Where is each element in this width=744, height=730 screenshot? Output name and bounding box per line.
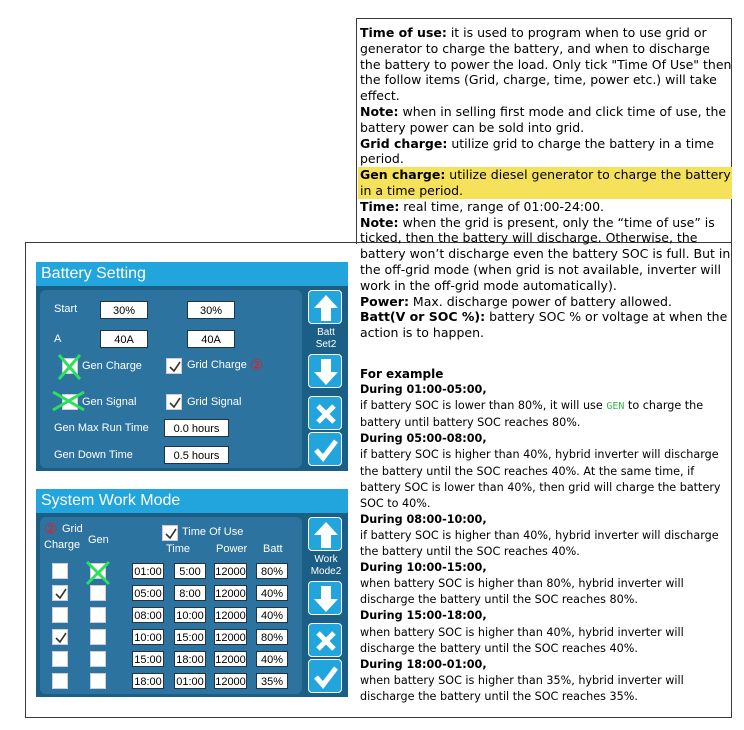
gen-charge-label: Gen Charge bbox=[82, 360, 142, 372]
power-cell[interactable]: 12000 bbox=[214, 563, 247, 579]
gen-down-label: Gen Down Time bbox=[54, 449, 133, 461]
example-5-head: During 15:00-18:00, bbox=[360, 609, 487, 623]
batt-cell[interactable]: 80% bbox=[256, 563, 288, 579]
grid-charge-row-checkbox[interactable] bbox=[52, 651, 68, 667]
example-5-body: when battery SOC is higher than 40%, hybrid inverter will discharge the battery until the SOC reaches 40%. bbox=[360, 625, 684, 655]
gen-max-run-label: Gen Max Run Time bbox=[54, 422, 149, 434]
system-work-mode-panel bbox=[36, 489, 348, 697]
gen-row-checkbox[interactable] bbox=[90, 585, 106, 601]
note2-paragraph: Note: when the grid is present, only the “time of use” is ticked, then the battery will discharge. Otherwise, the battery won’t discharge even the battery SOC is full. But in the off-grid mode (when grid is not available, inverter will work in the off-grid mode automatically). bbox=[360, 214, 731, 293]
start-time-cell[interactable]: 01:00 bbox=[132, 563, 164, 579]
start-grid-field[interactable]: 30% bbox=[187, 301, 235, 319]
page-down-button[interactable] bbox=[308, 354, 342, 388]
gen-signal-label: Gen Signal bbox=[82, 396, 137, 408]
example-6-head: During 18:00-01:00, bbox=[360, 657, 487, 671]
gen-header: Gen bbox=[88, 534, 109, 546]
start-time-cell[interactable]: 08:00 bbox=[132, 607, 164, 623]
start-gen-field[interactable]: 30% bbox=[100, 301, 148, 319]
example-text bbox=[360, 366, 732, 705]
arrow-up-icon bbox=[309, 291, 343, 325]
power-cell[interactable]: 12000 bbox=[214, 585, 247, 601]
work-mode-side-controls bbox=[308, 517, 344, 695]
gen-row-checkbox[interactable] bbox=[90, 607, 106, 623]
batt-cell[interactable]: 80% bbox=[256, 629, 288, 645]
green-cross-icon bbox=[84, 559, 112, 587]
gen-row-checkbox[interactable] bbox=[90, 651, 106, 667]
check-icon bbox=[53, 586, 69, 602]
marker-2: ② bbox=[44, 521, 58, 538]
end-time-cell[interactable]: 01:00 bbox=[174, 673, 206, 689]
power-header: Power bbox=[216, 543, 248, 555]
charge-header: Charge bbox=[44, 539, 81, 551]
panel-title: System Work Mode bbox=[36, 489, 348, 513]
check-icon bbox=[167, 359, 183, 375]
gen-charge-paragraph: Gen charge: utilize diesel generator to charge the battery in a time period. bbox=[360, 167, 731, 198]
check-icon bbox=[53, 630, 69, 646]
time-of-use-paragraph: Time of use: it is used to program when to use grid or generator to charge the battery, and when to discharge the battery to power the load. Only tick "Time Of Use" then the follow items (Grid, charge, time, power etc.) will take effect. bbox=[360, 25, 732, 104]
end-time-cell[interactable]: 5:00 bbox=[174, 563, 206, 579]
example-2-head: During 05:00-08:00, bbox=[360, 432, 487, 446]
grid-header: Grid bbox=[62, 523, 83, 535]
power-paragraph: Power: Max. discharge power of battery allowed. bbox=[360, 293, 672, 309]
grid-charge-row-checkbox[interactable] bbox=[52, 673, 68, 689]
page-up-button[interactable] bbox=[308, 290, 342, 324]
start-time-cell[interactable]: 10:00 bbox=[132, 629, 164, 645]
arrow-down-icon bbox=[309, 355, 343, 389]
checkmark-icon bbox=[309, 433, 343, 467]
gen-down-field[interactable]: 0.5 hours bbox=[164, 446, 229, 464]
arrow-up-icon bbox=[309, 518, 343, 552]
page-down-button[interactable] bbox=[308, 581, 342, 615]
end-time-cell[interactable]: 8:00 bbox=[174, 585, 206, 601]
grid-signal-checkbox[interactable] bbox=[166, 394, 182, 410]
batt-cell[interactable]: 40% bbox=[256, 585, 288, 601]
start-time-cell[interactable]: 18:00 bbox=[132, 673, 164, 689]
grid-signal-label: Grid Signal bbox=[187, 396, 242, 408]
description-text bbox=[360, 25, 732, 341]
time-of-use-checkbox[interactable] bbox=[162, 525, 178, 541]
grid-charge-row-checkbox[interactable] bbox=[52, 563, 68, 579]
grid-charge-row-checkbox[interactable] bbox=[52, 585, 68, 601]
close-icon bbox=[309, 624, 343, 658]
power-cell[interactable]: 12000 bbox=[214, 629, 247, 645]
side-label-line2: Set2 bbox=[315, 339, 337, 350]
side-label-line1: Batt bbox=[317, 327, 335, 338]
time-paragraph: Time: real time, range of 01:00-24:00. bbox=[360, 198, 605, 214]
start-time-cell[interactable]: 15:00 bbox=[132, 651, 164, 667]
a-gen-field[interactable]: 40A bbox=[100, 330, 148, 348]
example-1-head: During 01:00-05:00, bbox=[360, 383, 487, 397]
grid-charge-row-checkbox[interactable] bbox=[52, 607, 68, 623]
gen-max-run-field[interactable]: 0.0 hours bbox=[164, 419, 229, 437]
time-of-use-label: Time Of Use bbox=[182, 526, 244, 538]
grid-charge-paragraph: Grid charge: utilize grid to charge the battery in a time period. bbox=[360, 135, 715, 167]
batt-cell[interactable]: 35% bbox=[256, 673, 288, 689]
confirm-button[interactable] bbox=[308, 432, 342, 466]
grid-charge-checkbox[interactable] bbox=[166, 358, 182, 374]
example-heading: For example bbox=[360, 367, 444, 381]
a-grid-field[interactable]: 40A bbox=[187, 330, 235, 348]
marker-2: ② bbox=[250, 357, 264, 374]
battery-setting-panel bbox=[36, 262, 348, 471]
batt-header: Batt bbox=[263, 543, 283, 555]
example-6-body: when battery SOC is higher than 35%, hybrid inverter will discharge the battery until the SOC reaches 35%. bbox=[360, 673, 684, 703]
time-header: Time bbox=[166, 543, 191, 555]
a-label: A bbox=[54, 333, 62, 345]
gen-row-checkbox[interactable] bbox=[90, 673, 106, 689]
batt-cell[interactable]: 40% bbox=[256, 651, 288, 667]
panel-title: Battery Setting bbox=[36, 262, 348, 286]
example-2-body: if battery SOC is higher than 40%, hybrid inverter will discharge the battery until the SOC reaches 40%. At the same time, if battery SOC is lower than 40%, then grid will charge the battery SOC to 40%. bbox=[360, 448, 721, 510]
power-cell[interactable]: 12000 bbox=[214, 651, 247, 667]
cancel-button[interactable] bbox=[308, 623, 342, 657]
check-icon bbox=[163, 526, 179, 542]
power-cell[interactable]: 12000 bbox=[214, 607, 247, 623]
side-label-line1: Work bbox=[314, 554, 338, 565]
end-time-cell[interactable]: 10:00 bbox=[174, 607, 206, 623]
page-up-button[interactable] bbox=[308, 517, 342, 551]
end-time-cell[interactable]: 18:00 bbox=[174, 651, 206, 667]
checkmark-icon bbox=[309, 660, 343, 694]
example-3-body: if battery SOC is higher than 40%, hybrid inverter will discharge the battery until the SOC reaches 40%. bbox=[360, 528, 719, 559]
battery-side-controls bbox=[308, 290, 344, 468]
green-cross-icon bbox=[56, 352, 84, 382]
batt-paragraph: Batt(V or SOC %): battery SOC % or voltage at when the action is to happen. bbox=[360, 309, 728, 341]
grid-charge-row-checkbox[interactable] bbox=[52, 629, 68, 645]
note1-paragraph: Note: when in selling first mode and click time of use, the battery power can be sold into grid. bbox=[360, 103, 727, 135]
close-icon bbox=[309, 397, 343, 431]
example-4-head: During 10:00-15:00, bbox=[360, 561, 487, 575]
green-cross-icon bbox=[50, 388, 88, 414]
example-4-body: when battery SOC is higher than 80%, hybrid inverter will discharge the battery until the SOC reaches 80%. bbox=[360, 577, 684, 607]
confirm-button[interactable] bbox=[308, 659, 342, 693]
arrow-down-icon bbox=[309, 582, 343, 616]
cancel-button[interactable] bbox=[308, 396, 342, 430]
batt-cell[interactable]: 40% bbox=[256, 607, 288, 623]
start-label: Start bbox=[54, 303, 78, 315]
check-icon bbox=[167, 395, 183, 411]
power-cell[interactable]: 12000 bbox=[214, 673, 247, 689]
side-label-line2: Mode2 bbox=[310, 566, 342, 577]
gen-row-checkbox[interactable] bbox=[90, 629, 106, 645]
grid-charge-label: Grid Charge bbox=[187, 359, 247, 371]
example-3-head: During 08:00-10:00, bbox=[360, 512, 487, 526]
start-time-cell[interactable]: 05:00 bbox=[132, 585, 164, 601]
end-time-cell[interactable]: 15:00 bbox=[174, 629, 206, 645]
example-1-body: if battery SOC is lower than 80%, it will use GEN to charge the battery until battery SOC reaches 80%. bbox=[360, 399, 704, 430]
